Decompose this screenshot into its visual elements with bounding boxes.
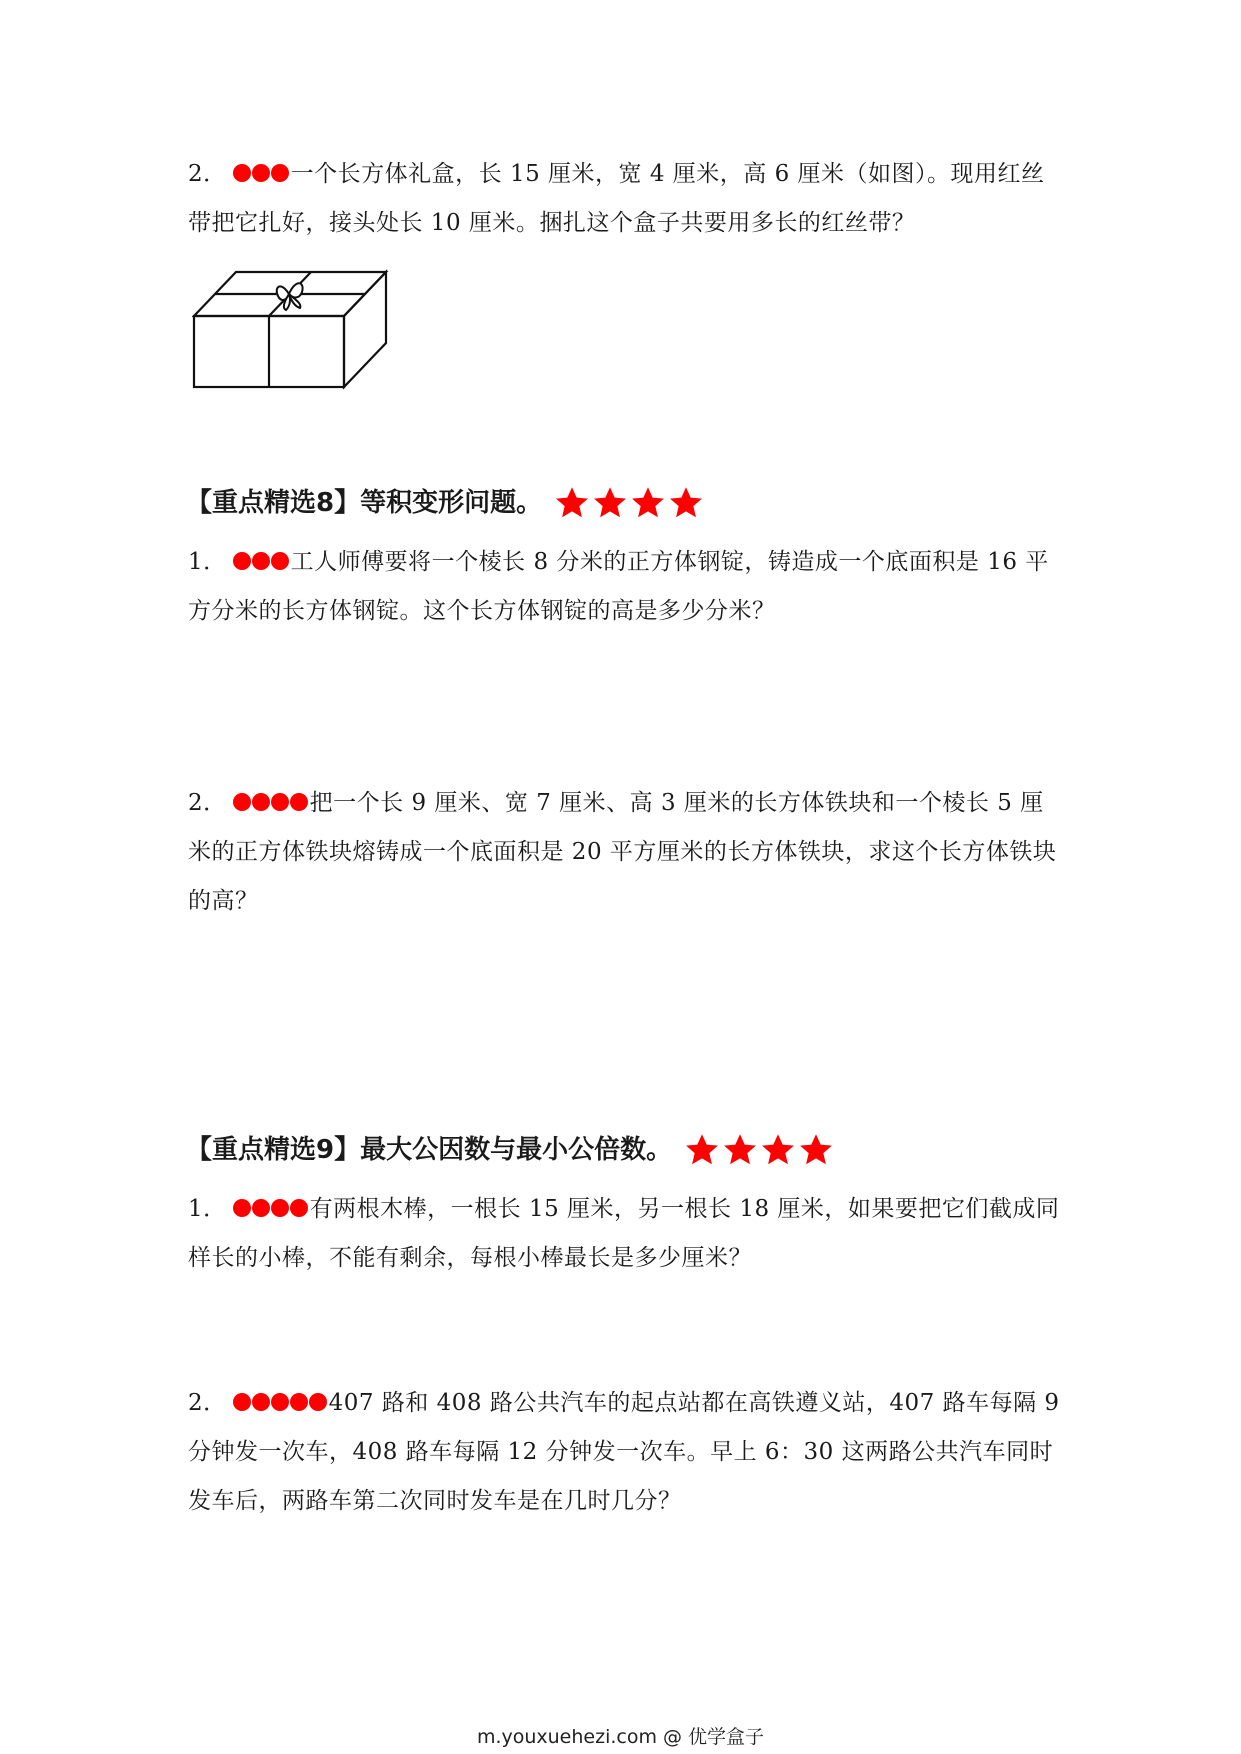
difficulty-dot-icon [252, 1393, 270, 1411]
question-number: 1． [188, 549, 227, 575]
section-title: 【重点精选9】最大公因数与最小公倍数。 [186, 1135, 673, 1165]
difficulty-dot-icon [290, 1393, 308, 1411]
difficulty-dots [233, 1393, 327, 1411]
star-icon [630, 485, 666, 521]
section-8-heading [186, 483, 704, 523]
difficulty-dot-icon [233, 552, 251, 570]
question-text: 有两根木棒，一根长 15 厘米，另一根长 18 厘米，如果要把它们截成同样长的小棒，不能有剩余，每根小棒最长是多少厘米？ [188, 1196, 1060, 1271]
star-icon [760, 1132, 796, 1168]
section-8-question-1 [188, 538, 1063, 636]
difficulty-dot-icon [271, 164, 289, 182]
footer-source: m.youxuehezi.com @ 优学盒子 [476, 1726, 765, 1748]
question-number: 2． [188, 161, 227, 187]
difficulty-dot-icon [309, 1393, 327, 1411]
difficulty-dot-icon [252, 164, 270, 182]
star-icon [722, 1132, 758, 1168]
section-9-heading [186, 1130, 834, 1170]
difficulty-dot-icon [290, 1199, 308, 1217]
difficulty-dot-icon [252, 793, 270, 811]
star-icon [668, 485, 704, 521]
difficulty-dots [233, 793, 308, 811]
difficulty-dot-icon [233, 793, 251, 811]
rating-stars [554, 485, 704, 521]
bow-icon [277, 283, 303, 310]
question-number: 2． [188, 1390, 227, 1416]
star-icon [684, 1132, 720, 1168]
star-icon [592, 485, 628, 521]
difficulty-dot-icon [233, 1199, 251, 1217]
difficulty-dots [233, 1199, 308, 1217]
star-icon [798, 1132, 834, 1168]
rating-stars [684, 1132, 834, 1168]
difficulty-dot-icon [252, 1199, 270, 1217]
section-8-question-2 [188, 779, 1063, 926]
section-9-question-2 [188, 1379, 1063, 1526]
question-number: 2． [188, 790, 227, 816]
question-text: 一个长方体礼盒，长 15 厘米，宽 4 厘米，高 6 厘米（如图）。现用红丝带把它扎好，接头处长 10 厘米。捆扎这个盒子共要用多长的红丝带？ [188, 161, 1045, 236]
difficulty-dot-icon [233, 1393, 251, 1411]
difficulty-dot-icon [290, 793, 308, 811]
difficulty-dot-icon [271, 1199, 289, 1217]
question-number: 1． [188, 1196, 227, 1222]
gift-box-figure [192, 266, 392, 390]
section-title: 【重点精选8】等积变形问题。 [186, 488, 543, 518]
difficulty-dots [233, 164, 289, 182]
star-icon [554, 485, 590, 521]
difficulty-dot-icon [252, 552, 270, 570]
difficulty-dot-icon [271, 552, 289, 570]
difficulty-dots [233, 552, 289, 570]
difficulty-dot-icon [271, 793, 289, 811]
difficulty-dot-icon [271, 1393, 289, 1411]
question-text: 407 路和 408 路公共汽车的起点站都在高铁遵义站，407 路车每隔 9 分钟发一次车，408 路车每隔 12 分钟发一次车。早上 6：30 这两路公共汽车同时发车后，两路车第二次同时发车是在几时几分？ [188, 1390, 1060, 1514]
difficulty-dot-icon [233, 164, 251, 182]
question-top-2 [188, 150, 1063, 248]
question-text: 工人师傅要将一个棱长 8 分米的正方体钢锭，铸造成一个底面积是 16 平方分米的长方体钢锭。这个长方体钢锭的高是多少分米？ [188, 549, 1049, 624]
section-9-question-1 [188, 1185, 1063, 1283]
question-text: 把一个长 9 厘米、宽 7 厘米、高 3 厘米的长方体铁块和一个棱长 5 厘米的正方体铁块熔铸成一个底面积是 20 平方厘米的长方体铁块，求这个长方体铁块的高？ [188, 790, 1057, 914]
